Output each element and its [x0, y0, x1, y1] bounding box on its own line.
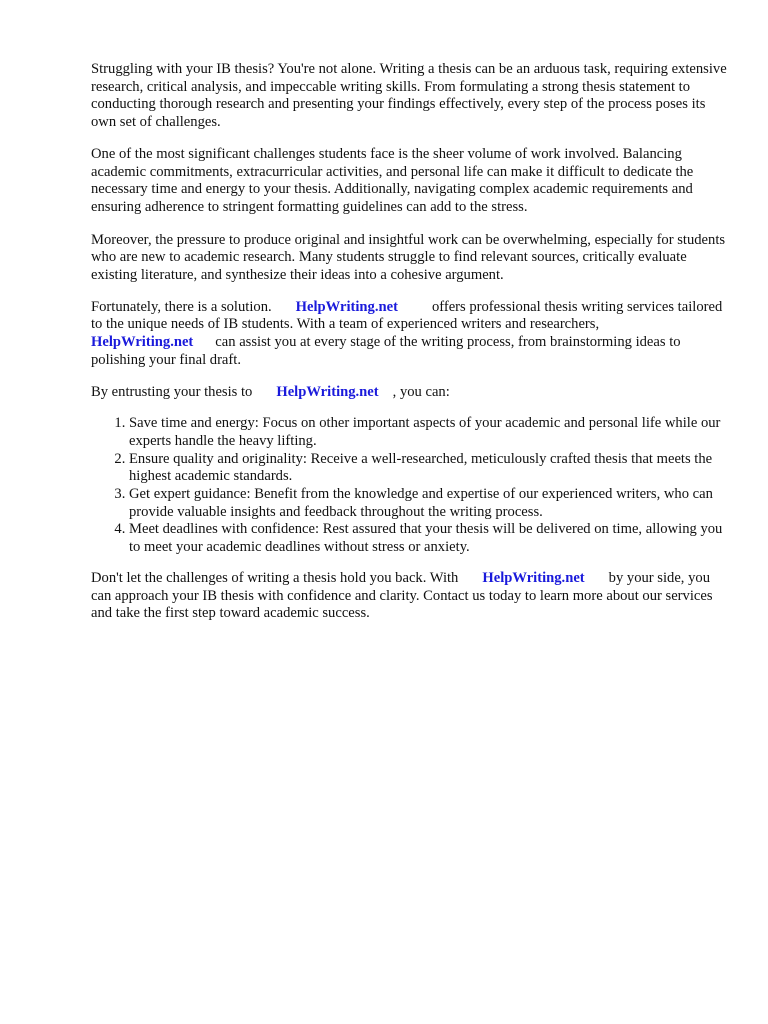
benefits-list — [91, 415, 731, 557]
helpwriting-link[interactable]: HelpWriting.net — [91, 334, 194, 351]
document-body — [91, 61, 731, 637]
closing-paragraph — [91, 570, 731, 623]
entrust-paragraph — [91, 384, 731, 402]
solution-text-mid: offers professional thesis writing services tailored to the unique needs of IB students. With a team of experienced writers and researchers, — [91, 298, 723, 333]
closing-text-after: by your side, you can approach your IB thesis with confidence and clarity. Contact us today to learn more about our services and take the first step toward academic success. — [91, 569, 713, 622]
list-item: 2. Ensure quality and originality: Receive a well-researched, meticulously crafted thesis that meets the highest academic standards. — [129, 451, 731, 486]
entrust-text-before: By entrusting your thesis to — [91, 383, 253, 400]
solution-text-after: can assist you at every stage of the writing process, from brainstorming ideas to polishing your final draft. — [91, 334, 681, 368]
challenges-paragraph: One of the most significant challenges students face is the sheer volume of work involved. Balancing academic commitments, extracurricular activities, and personal life can make it difficult to dedicate the necessary time and energy to your thesis. Additionally, navigating complex academic requirements and ensuring adherence to stringent formatting guidelines can add to the stress. — [91, 145, 694, 215]
list-item: 3. Get expert guidance: Benefit from the knowledge and expertise of our experienced writers, who can provide valuable insights and feedback throughout the writing process. — [129, 486, 731, 521]
list-item: 4. Meet deadlines with confidence: Rest assured that your thesis will be delivered on time, allowing you to meet your academic deadlines without stress or anxiety. — [129, 521, 731, 556]
solution-text-before: Fortunately, there is a solution. — [91, 298, 272, 315]
list-item: 1. Save time and energy: Focus on other important aspects of your academic and personal life while our experts handle the heavy lifting. — [129, 415, 731, 450]
helpwriting-link[interactable]: HelpWriting.net — [276, 383, 379, 400]
pressure-paragraph: Moreover, the pressure to produce original and insightful work can be overwhelming, especially for students who are new to academic research. Many students struggle to find relevant sources, critically evaluate existing literature, and synthesize their ideas into a cohesive argument. — [91, 231, 726, 284]
helpwriting-link[interactable]: HelpWriting.net — [482, 569, 585, 586]
solution-paragraph — [91, 299, 731, 370]
intro-paragraph: Struggling with your IB thesis? You're not alone. Writing a thesis can be an arduous task, requiring extensive research, critical analysis, and impeccable writing skills. From formulating a strong thesis statement to conducting thorough research and presenting your findings effectively, every step of the process poses its own set of challenges. — [91, 61, 727, 131]
helpwriting-link[interactable]: HelpWriting.net — [295, 298, 398, 315]
entrust-text-after: , you can: — [392, 383, 450, 400]
closing-text-before: Don't let the challenges of writing a thesis hold you back. With — [91, 569, 459, 586]
